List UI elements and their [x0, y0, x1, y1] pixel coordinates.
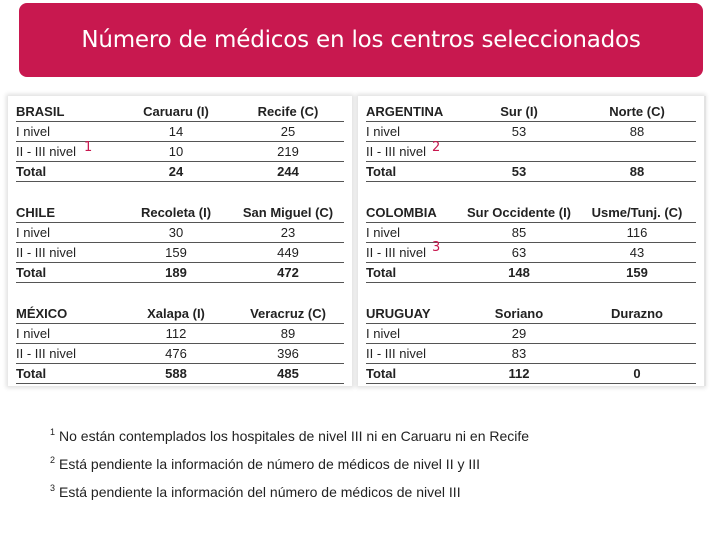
footnote-number: 2 [50, 455, 56, 465]
cell-value: 24 [168, 164, 184, 179]
table-row [366, 324, 696, 344]
cell-value: 89 [280, 326, 296, 341]
column-header: San Miguel (C) [242, 205, 334, 220]
column-header: Caruaru (I) [143, 104, 209, 119]
table-row [366, 122, 696, 142]
cell-value: 30 [168, 225, 184, 240]
footnote-marker: 1 [84, 140, 93, 155]
footnote-text: Está pendiente la información del número de médicos de nivel III [59, 484, 461, 500]
footnote-text: Está pendiente la información de número de médicos de nivel II y III [59, 456, 481, 472]
country-name: URUGUAY [366, 306, 431, 321]
footnote-marker: 3 [432, 240, 441, 255]
row-label: II - III nivel [366, 346, 426, 361]
footnote-marker: 2 [432, 140, 441, 155]
cell-value: 189 [165, 265, 187, 280]
total-row [16, 162, 344, 182]
cell-value: 396 [277, 346, 299, 361]
row-label: II - III nivel [16, 346, 76, 361]
column-header: Durazno [611, 306, 663, 321]
cell-value: 476 [165, 346, 187, 361]
cell-value: 112 [165, 326, 187, 341]
cell-value: 29 [511, 326, 527, 341]
table-row [16, 142, 344, 162]
country-name: MÉXICO [16, 306, 68, 321]
table-row [16, 223, 344, 243]
total-row [366, 364, 696, 384]
table-header [16, 102, 344, 122]
column-header: Xalapa (I) [147, 306, 205, 321]
total-row [366, 162, 696, 182]
total-row [366, 263, 696, 283]
cell-value: 112 [508, 366, 530, 381]
cell-value: 0 [633, 366, 641, 381]
table-row [366, 142, 696, 162]
cell-value: 219 [277, 144, 299, 159]
table-row [16, 324, 344, 344]
table-row [366, 223, 696, 243]
country-name: CHILE [16, 205, 55, 220]
table-mexico [16, 304, 344, 384]
cell-value: 85 [511, 225, 527, 240]
cell-value: 10 [168, 144, 184, 159]
row-label: II - III nivel [16, 245, 76, 260]
cell-value: 159 [165, 245, 187, 260]
country-name: BRASIL [16, 104, 65, 119]
title-banner [19, 3, 703, 77]
column-header: Usme/Tunj. (C) [591, 205, 683, 220]
page-title: Número de médicos en los centros seleccionados [81, 27, 641, 53]
cell-value: 63 [511, 245, 527, 260]
row-label: Total [16, 164, 47, 179]
footnote-number: 1 [50, 427, 56, 437]
table-uruguay [366, 304, 696, 384]
cell-value: 88 [629, 124, 645, 139]
row-label: Total [16, 265, 47, 280]
column-header: Veracruz (C) [250, 306, 326, 321]
cell-value: 25 [280, 124, 296, 139]
row-label: Total [366, 164, 397, 179]
table-brasil [16, 102, 344, 182]
row-label: I nivel [16, 225, 50, 240]
table-header [16, 304, 344, 324]
table-header [366, 304, 696, 324]
country-name: COLOMBIA [366, 205, 437, 220]
cell-value: 53 [511, 124, 527, 139]
cell-value: 148 [508, 265, 530, 280]
row-label: Total [366, 265, 397, 280]
cell-value: 88 [629, 164, 645, 179]
row-label: I nivel [16, 124, 50, 139]
table-row [16, 122, 344, 142]
row-label: II - III nivel [366, 245, 426, 260]
table-chile [16, 203, 344, 283]
table-argentina [366, 102, 696, 182]
total-row [16, 364, 344, 384]
cell-value: 14 [168, 124, 184, 139]
cell-value: 116 [626, 225, 648, 240]
table-header [16, 203, 344, 223]
footnote [50, 450, 529, 478]
column-header: Sur (I) [500, 104, 538, 119]
cell-value: 472 [277, 265, 299, 280]
cell-value: 485 [277, 366, 299, 381]
row-label: Total [366, 366, 397, 381]
cell-value: 23 [280, 225, 296, 240]
cell-value: 83 [511, 346, 527, 361]
row-label: I nivel [16, 326, 50, 341]
column-header: Recife (C) [257, 104, 319, 119]
column-header: Sur Occidente (I) [466, 205, 572, 220]
cell-value: 244 [277, 164, 299, 179]
column-header: Soriano [494, 306, 544, 321]
country-name: ARGENTINA [366, 104, 444, 119]
footnote [50, 478, 529, 506]
footnote-number: 3 [50, 483, 56, 493]
column-header: Recoleta (I) [140, 205, 212, 220]
cell-value: 53 [511, 164, 527, 179]
column-header: Norte (C) [609, 104, 665, 119]
cell-value: 43 [629, 245, 645, 260]
cell-value: 159 [626, 265, 648, 280]
footnote [50, 422, 529, 450]
row-label: I nivel [366, 225, 400, 240]
cell-value: 588 [165, 366, 187, 381]
footnote-text: No están contemplados los hospitales de nivel III ni en Caruaru ni en Recife [59, 428, 530, 444]
row-label: II - III nivel [366, 144, 426, 159]
row-label: Total [16, 366, 47, 381]
left-tables-panel [8, 96, 352, 386]
row-label: II - III nivel [16, 144, 76, 159]
table-row [366, 344, 696, 364]
cell-value: 449 [277, 245, 299, 260]
table-row [16, 344, 344, 364]
footnotes [50, 422, 529, 506]
table-colombia [366, 203, 696, 283]
row-label: I nivel [366, 124, 400, 139]
row-label: I nivel [366, 326, 400, 341]
total-row [16, 263, 344, 283]
table-row [366, 243, 696, 263]
table-row [16, 243, 344, 263]
table-header [366, 203, 696, 223]
right-tables-panel [358, 96, 704, 386]
table-header [366, 102, 696, 122]
